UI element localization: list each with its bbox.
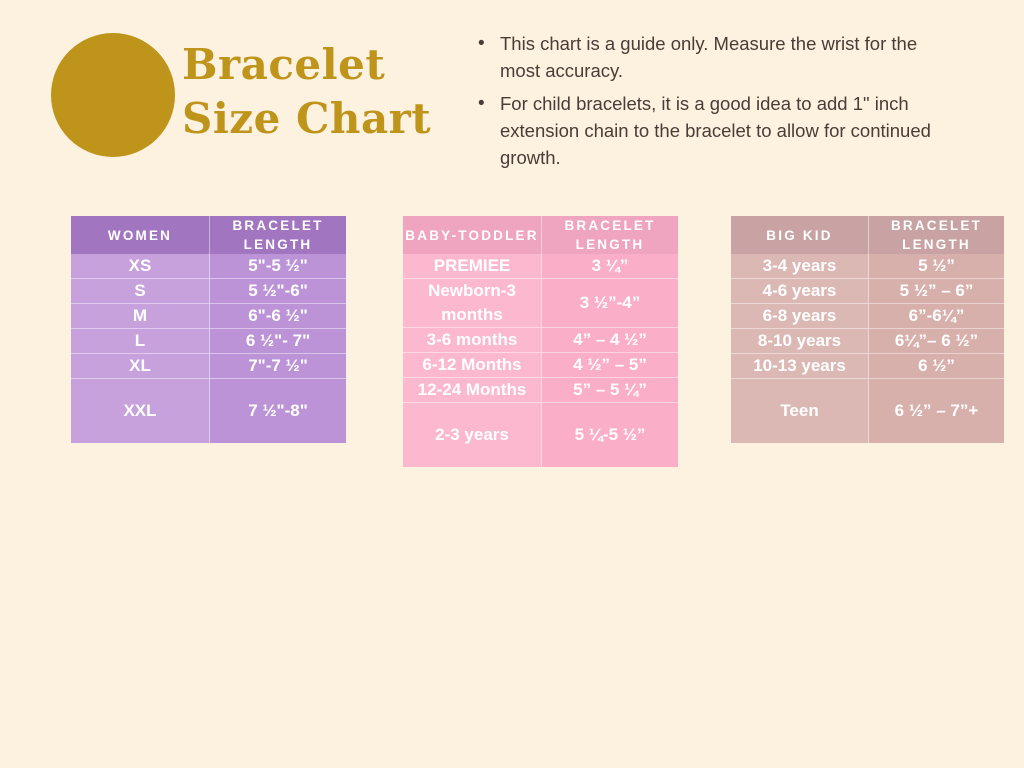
note-text: For child bracelets, it is a good idea to add 1" inch extension chain to the bracelet to allow for continued growth. <box>500 93 931 168</box>
cell-length: 3 ½”-4” <box>542 279 679 328</box>
table-row <box>403 254 678 279</box>
cell-length: 4 ½” – 5” <box>542 353 679 378</box>
table-header-row <box>731 216 1004 254</box>
table-row <box>71 379 346 444</box>
table-header-row <box>71 216 346 254</box>
cell-length: 5” – 5 ¼” <box>542 378 679 403</box>
table-row <box>731 379 1004 444</box>
table-row <box>71 254 346 279</box>
table-row <box>403 353 678 378</box>
cell-category: XL <box>71 354 210 379</box>
cell-length: 6”-6¼” <box>869 304 1005 329</box>
column-header-category: WOMEN <box>71 216 210 254</box>
cell-length: 6 ½"- 7" <box>210 329 347 354</box>
cell-length: 7 ½"-8" <box>210 379 347 444</box>
size-table-big-kid <box>731 216 1004 443</box>
cell-length: 4” – 4 ½” <box>542 328 679 353</box>
cell-length: 5 ½” <box>869 254 1005 279</box>
page-title-line-1: Bracelet <box>182 40 386 89</box>
note-text: This chart is a guide only. Measure the wrist for the most accuracy. <box>500 33 918 81</box>
note-item <box>476 30 956 84</box>
column-header-length: BRACELET LENGTH <box>542 216 679 254</box>
table-row <box>731 254 1004 279</box>
table-row <box>71 329 346 354</box>
cell-category: 4-6 years <box>731 279 869 304</box>
cell-length: 3 ¼” <box>542 254 679 279</box>
cell-category: 6-8 years <box>731 304 869 329</box>
table-row <box>403 403 678 468</box>
table-row <box>403 328 678 353</box>
table-row <box>71 354 346 379</box>
brand-logo-circle-icon <box>51 33 175 157</box>
note-item <box>476 90 956 171</box>
cell-category: M <box>71 304 210 329</box>
cell-length: 6"-6 ½" <box>210 304 347 329</box>
bullet-icon: • <box>478 33 485 54</box>
page-title-line-2: Size Chart <box>182 94 432 143</box>
table-row <box>403 279 678 328</box>
cell-length: 5"-5 ½" <box>210 254 347 279</box>
cell-length: 5 ½"-6" <box>210 279 347 304</box>
cell-category: PREMIEE <box>403 254 542 279</box>
cell-category: S <box>71 279 210 304</box>
size-table-baby-toddler <box>403 216 678 467</box>
size-table-women <box>71 216 346 443</box>
column-header-category: BABY-TODDLER <box>403 216 542 254</box>
header <box>0 0 1024 200</box>
bullet-icon: • <box>478 93 485 114</box>
cell-length: 6 ½” – 7”+ <box>869 379 1005 444</box>
column-header-length: BRACELET LENGTH <box>869 216 1005 254</box>
cell-length: 6¼”– 6 ½” <box>869 329 1005 354</box>
table-row <box>71 304 346 329</box>
table-row <box>731 279 1004 304</box>
cell-category: 2-3 years <box>403 403 542 468</box>
cell-category: Teen <box>731 379 869 444</box>
table-row <box>731 354 1004 379</box>
page-title <box>182 38 472 146</box>
table-header-row <box>403 216 678 254</box>
notes-list <box>476 30 956 177</box>
cell-length: 6 ½” <box>869 354 1005 379</box>
cell-category: L <box>71 329 210 354</box>
cell-length: 5 ¼-5 ½” <box>542 403 679 468</box>
cell-category: XXL <box>71 379 210 444</box>
table-row <box>403 378 678 403</box>
cell-category: 12-24 Months <box>403 378 542 403</box>
cell-category: 3-6 months <box>403 328 542 353</box>
cell-category: 8-10 years <box>731 329 869 354</box>
cell-length: 7"-7 ½" <box>210 354 347 379</box>
cell-category: 3-4 years <box>731 254 869 279</box>
table-row <box>71 279 346 304</box>
table-row <box>731 304 1004 329</box>
cell-category: 10-13 years <box>731 354 869 379</box>
cell-category: 6-12 Months <box>403 353 542 378</box>
cell-category: Newborn-3 months <box>403 279 542 328</box>
cell-length: 5 ½” – 6” <box>869 279 1005 304</box>
table-row <box>731 329 1004 354</box>
cell-category: XS <box>71 254 210 279</box>
column-header-category: BIG KID <box>731 216 869 254</box>
column-header-length: BRACELET LENGTH <box>210 216 347 254</box>
